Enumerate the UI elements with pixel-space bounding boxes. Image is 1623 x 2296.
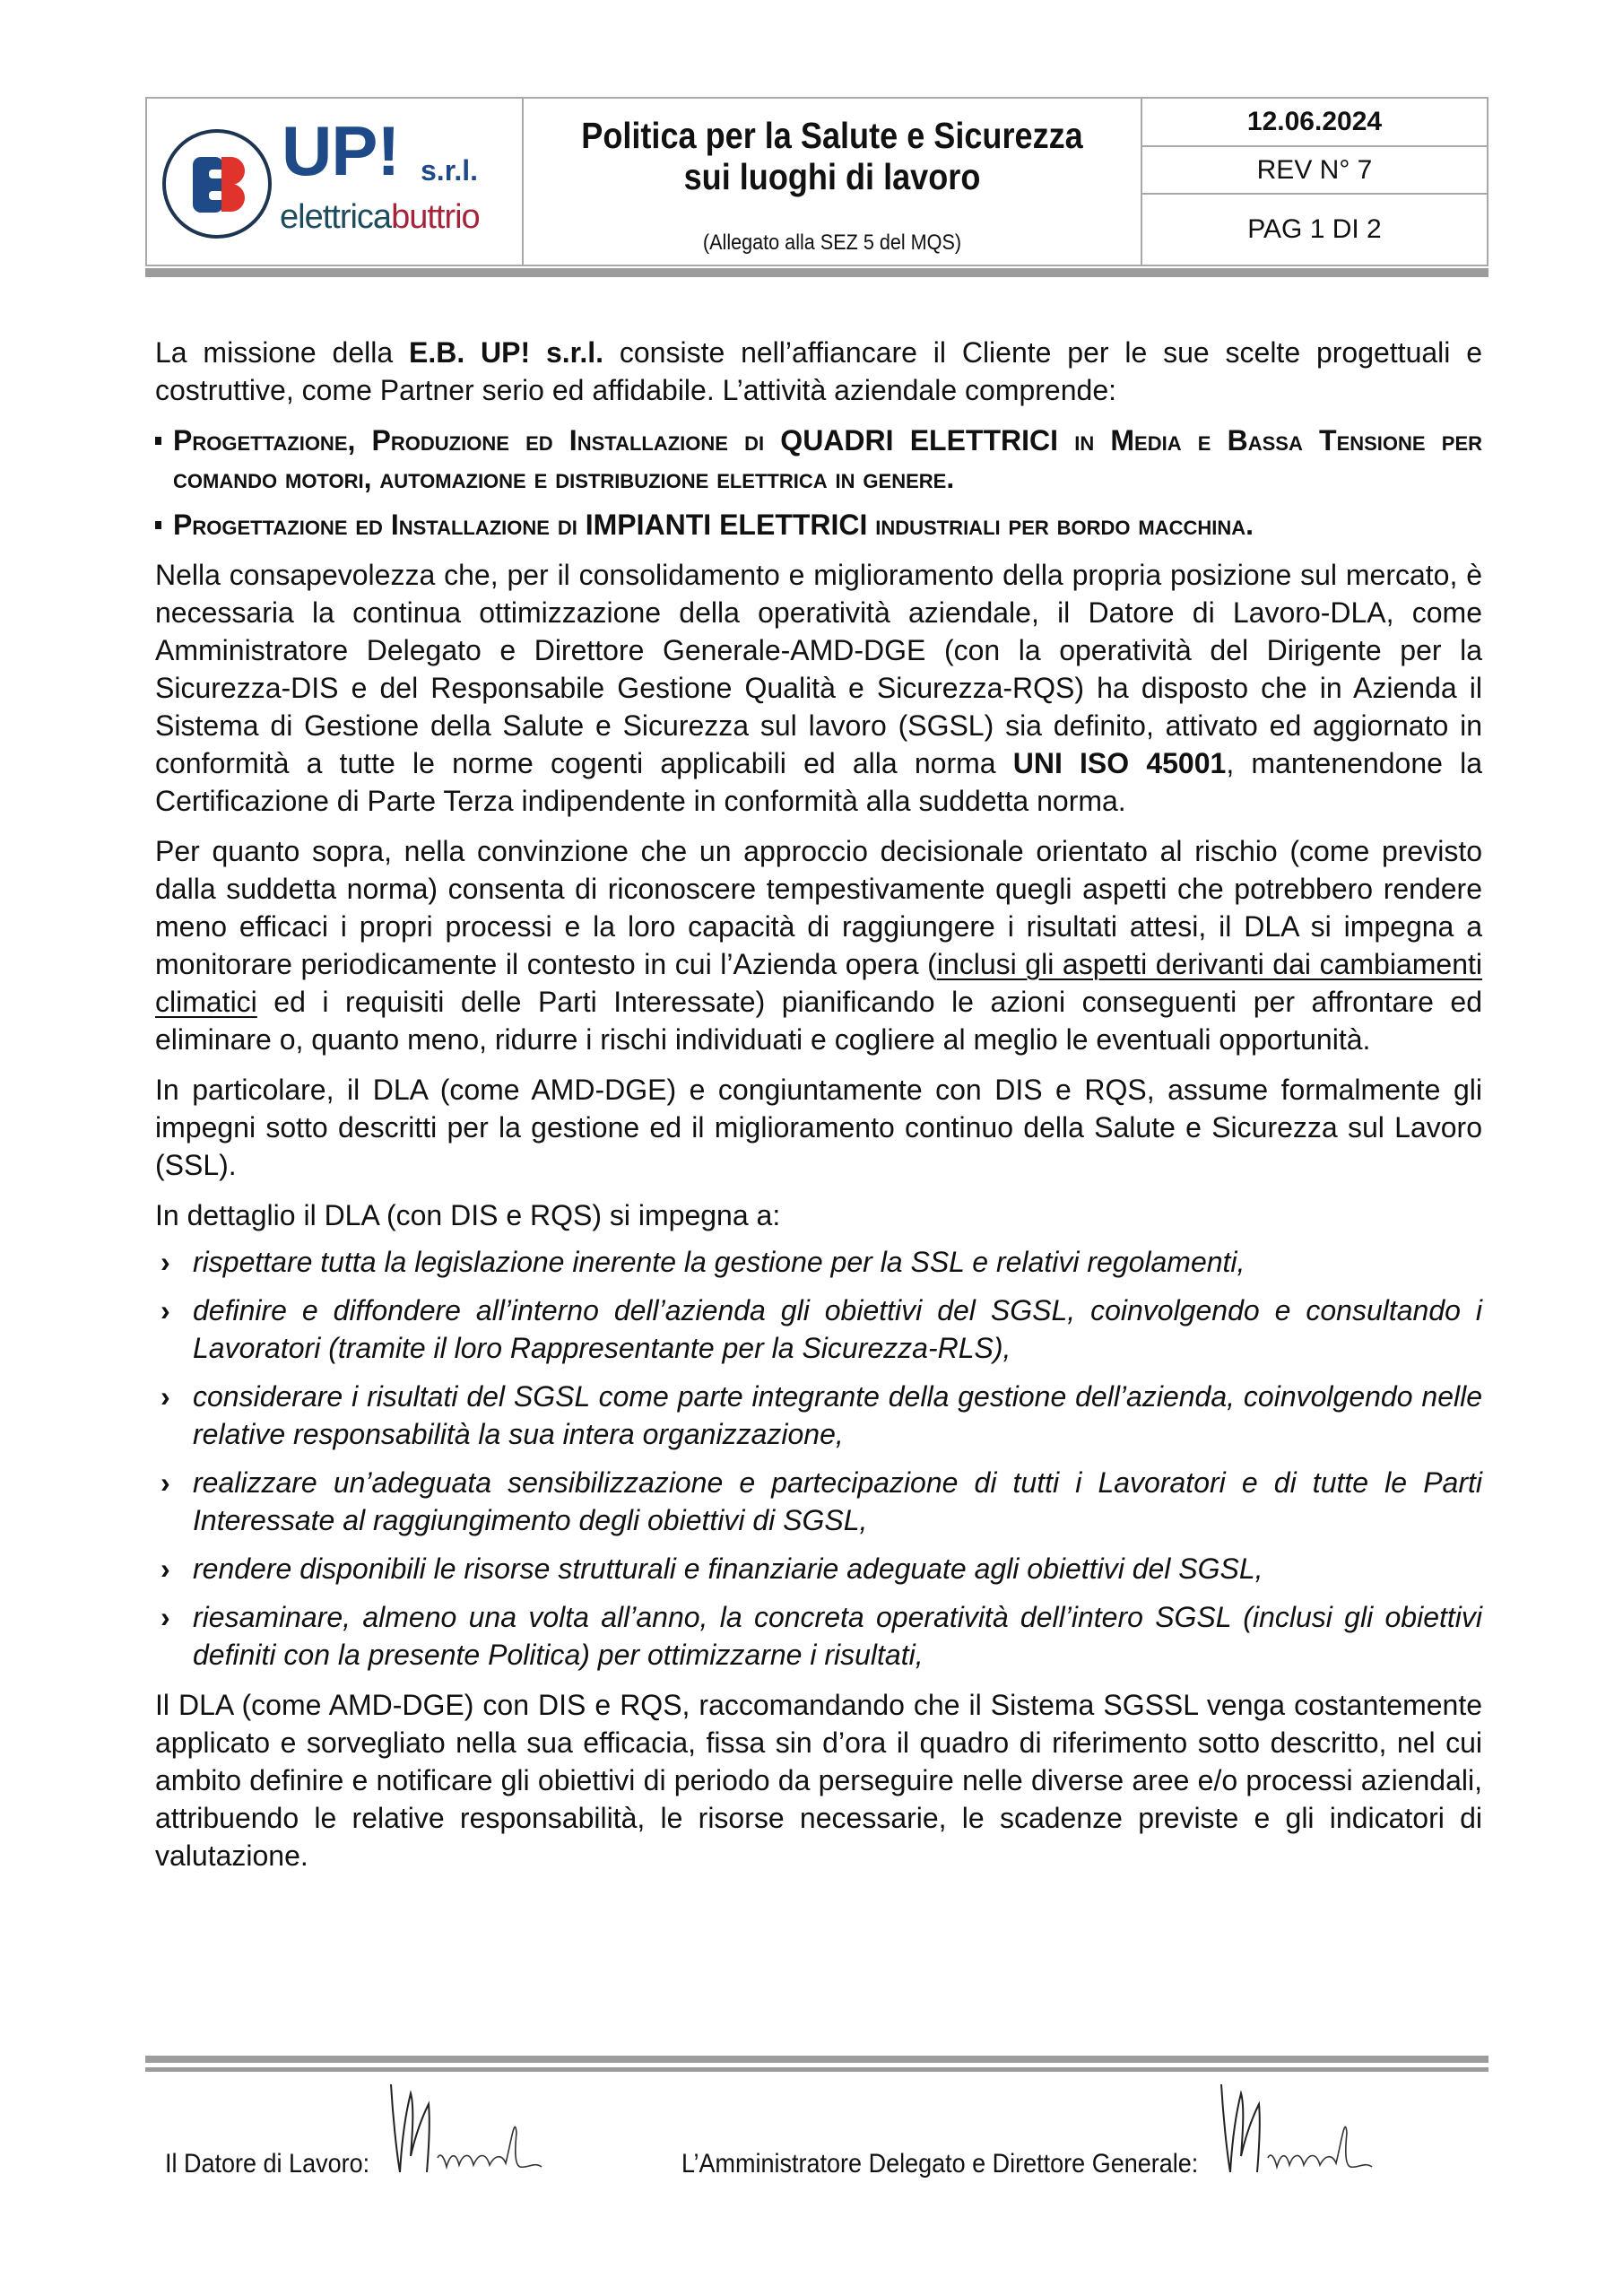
commitment-item: › considerare i risultati del SGSL come parte integrante della gestione dell’azienda, coinvolgendo nelle relative responsabilità la sua intera organizzazione, (155, 1378, 1482, 1453)
chevron-right-icon: › (161, 1380, 170, 1413)
company-logo (147, 99, 524, 265)
logo-e-letter-icon (193, 157, 223, 213)
chevron-right-icon: › (161, 1601, 170, 1633)
chevron-right-icon: › (161, 1466, 170, 1499)
document-title-line2: sui luoghi di lavoro (683, 156, 981, 197)
document-body (155, 334, 1482, 1887)
footer-divider (145, 2067, 1488, 2072)
company-name: E.B. UP! s.r.l. (408, 336, 604, 369)
logo-tagline (280, 199, 480, 235)
document-date: 12.06.2024 (1142, 99, 1487, 147)
commitment-item: › definire e diffondere all’interno dell’azienda gli obiettivi del SGSL, coinvolgendo e consultando i Lavoratori (tramite il loro Rappresentante per la Sicurezza-RLS), (155, 1292, 1482, 1367)
commitment-paragraph: In particolare, il DLA (come AMD-DGE) e congiuntamente con DIS e RQS, assume formalmente gli impegni sotto descritti per la gestione ed il miglioramento continuo della Salute e Sicurezza sul Lavoro (SSL). (155, 1074, 1482, 1181)
document-revision: REV N° 7 (1142, 147, 1487, 195)
closing-paragraph: Il DLA (come AMD-DGE) con DIS e RQS, raccomandando che il Sistema SGSSL venga costantemente applicato e sorvegliato nella sua efficacia, fissa sin d’ora il quadro di riferimento sotto descritto, nel cui ambito definire e notificare gli obiettivi di periodo da perseguire nelle diverse aree e/o processi aziendali, attribuendo le relative responsabilità, le risorse necessarie, le scadenze previste e gli indicatori di valutazione. (155, 1689, 1482, 1872)
logo-name: UP! (282, 111, 400, 190)
chevron-right-icon: › (161, 1552, 170, 1585)
square-bullet-icon (155, 521, 161, 529)
chevron-right-icon: › (161, 1246, 170, 1278)
iso-standard: UNI ISO 45001 (1012, 747, 1227, 779)
climate-change-note: inclusi gli aspetti derivanti dai cambiamenti climatici (155, 948, 1483, 1018)
intro-paragraph: La missione della E.B. UP! s.r.l. consiste nell’affiancare il Cliente per le sue scelte progettuali e costruttive, come Partner serio ed affidabile. L’attività aziendale comprende: (155, 336, 1483, 406)
document-header (145, 97, 1488, 266)
page-number: PAG 1 DI 2 (1247, 214, 1382, 244)
document-subtitle: (Allegato alla SEZ 5 del MQS) (702, 230, 962, 255)
commitments-list (155, 1243, 1482, 1674)
signature-image (384, 2079, 626, 2178)
logo-ring-icon (162, 129, 272, 239)
signer2-label: L’Amministratore Delegato e Direttore Generale: (681, 2149, 1199, 2179)
service-item: Progettazione, Produzione ed Installazione di QUADRI ELETTRICI in Media e Bassa Tensione per comando motori, automazione e distribuzione elettrica in genere. (155, 422, 1482, 497)
logo-tagline-part2: buttrio (391, 198, 480, 236)
document-title-line1: Politica per la Salute e Sicurezza (581, 115, 1083, 156)
header-divider (145, 268, 1488, 277)
square-bullet-icon (155, 437, 161, 445)
logo-suffix: s.r.l. (421, 154, 479, 187)
signature-image (1214, 2079, 1456, 2178)
logo-b-letter-icon (221, 157, 245, 213)
service-item: Progettazione ed Installazione di IMPIANTI ELETTRICI industriali per bordo macchina. (155, 506, 1482, 544)
document-title (560, 115, 1103, 197)
risk-paragraph: Per quanto sopra, nella convinzione che un approccio decisionale orientato al rischio (come previsto dalla suddetta norma) consenta di riconoscere tempestivamente quegli aspetti che potrebbero rendere meno efficaci i propri processi e la loro capacità di raggiungere i risultati attesi, il DLA si impegna a monitorare periodicamente il contesto in cui l’Azienda opera (inclusi gli aspetti derivanti dai cambiamenti climatici ed i requisiti delle Parti Interessate) pianificando le azioni conseguenti per affrontare ed eliminare o, quanto meno, ridurre i rischi individuati e cogliere al meglio le eventuali opportunità. (155, 835, 1483, 1056)
awareness-paragraph: Nella consapevolezza che, per il consolidamento e miglioramento della propria posizione sul mercato, è necessaria la continua ottimizzazione della operatività aziendale, il Datore di Lavoro-DLA, come Amministratore Delegato e Direttore Generale-AMD-DGE (con la operatività del Dirigente per la Sicurezza-DIS e del Responsabile Gestione Qualità e Sicurezza-RQS) ha disposto che in Azienda il Sistema di Gestione della Salute e Sicurezza sul lavoro (SGSL) sia definito, attivato ed aggiornato in conformità a tutte le norme cogenti applicabili ed alla norma UNI ISO 45001, mantenendone la Certificazione di Parte Terza indipendente in conformità alla suddetta norma. (155, 559, 1483, 817)
chevron-right-icon: › (161, 1294, 170, 1326)
commitment-item: › realizzare un’adeguata sensibilizzazione e partecipazione di tutti i Lavoratori e di tutte le Parti Interessate al raggiungimento degli obiettivi di SGSL, (155, 1464, 1482, 1539)
commitments-intro: In dettaglio il DLA (con DIS e RQS) si impegna a: (155, 1199, 781, 1231)
header-title-cell (524, 99, 1142, 265)
commitment-item: › riesaminare, almeno una volta all’anno, la concreta operatività dell’intero SGSL (inclusi gli obiettivi definiti con la presente Politica) per ottimizzarne i risultati, (155, 1598, 1482, 1674)
signer1-label: Il Datore di Lavoro: (165, 2149, 370, 2179)
header-meta (1142, 99, 1487, 265)
logo-tagline-part1: elettrica (280, 198, 392, 236)
commitment-item: › rispettare tutta la legislazione inerente la gestione per la SSL e relativi regolamenti, (155, 1243, 1482, 1281)
footer-divider (145, 2056, 1488, 2063)
commitment-item: › rendere disponibili le risorse strutturali e finanziarie adeguate agli obiettivi del SGSL, (155, 1550, 1482, 1587)
